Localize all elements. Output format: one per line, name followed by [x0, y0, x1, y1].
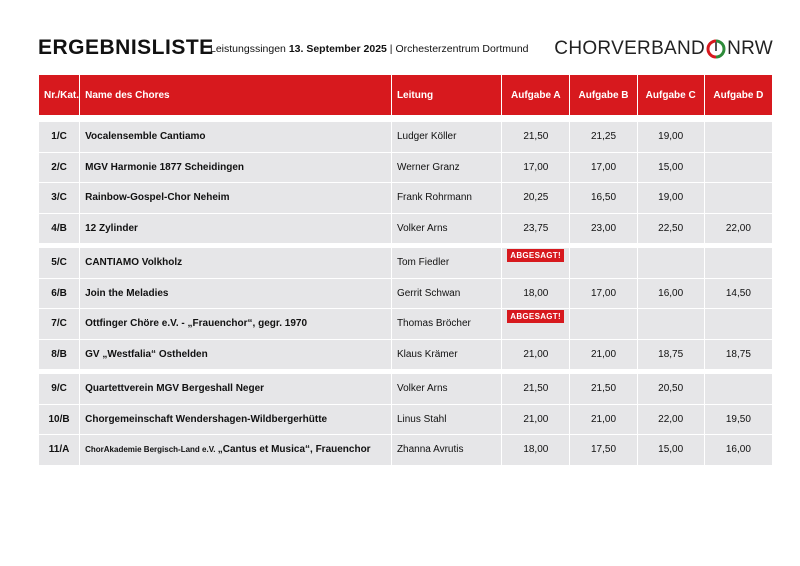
- cell-nr: 5/C: [39, 248, 79, 278]
- cell-nr: 7/C: [39, 309, 79, 339]
- cell-aufgabe-d: 14,50: [705, 279, 772, 309]
- col-header-aufgabe-b: Aufgabe B: [570, 75, 636, 115]
- cell-aufgabe-d: [705, 153, 772, 183]
- cell-nr: 10/B: [39, 405, 79, 435]
- table-row: [39, 214, 772, 244]
- cell-aufgabe-a: 23,75: [502, 214, 569, 244]
- cell-name: [80, 435, 391, 465]
- cell-aufgabe-c: 19,00: [638, 122, 704, 152]
- cell-aufgabe-d: 19,50: [705, 405, 772, 435]
- table-row: [39, 248, 772, 278]
- table-row: [39, 435, 772, 465]
- cell-nr: 9/C: [39, 374, 79, 404]
- cell-leitung: Frank Rohrmann: [392, 183, 501, 213]
- page-title: ERGEBNISLISTE: [38, 36, 214, 59]
- cell-aufgabe-b: 23,00: [570, 214, 636, 244]
- cell-aufgabe-b: [570, 309, 636, 339]
- cell-leitung: Gerrit Schwan: [392, 279, 501, 309]
- cell-name: Vocalensemble Cantiamo: [80, 122, 391, 152]
- page-header: [38, 34, 773, 64]
- col-header-aufgabe-a: Aufgabe A: [502, 75, 569, 115]
- cell-leitung: Zhanna Avrutis: [392, 435, 501, 465]
- cell-aufgabe-b: [570, 248, 636, 278]
- cell-aufgabe-d: [705, 122, 772, 152]
- cell-aufgabe-a: [502, 248, 569, 278]
- cell-aufgabe-b: 17,00: [570, 279, 636, 309]
- cell-aufgabe-c: 15,00: [638, 435, 704, 465]
- cell-aufgabe-d: [705, 248, 772, 278]
- col-header-aufgabe-c: Aufgabe C: [638, 75, 704, 115]
- table-row: [39, 405, 772, 435]
- subtitle-location: Orchesterzentrum Dortmund: [395, 43, 529, 55]
- cell-aufgabe-c: 16,00: [638, 279, 704, 309]
- cell-name: CANTIAMO Volkholz: [80, 248, 391, 278]
- results-table: [38, 74, 773, 466]
- cell-aufgabe-b: 21,00: [570, 405, 636, 435]
- cell-aufgabe-a: 21,50: [502, 374, 569, 404]
- cell-nr: 1/C: [39, 122, 79, 152]
- cell-aufgabe-c: 20,50: [638, 374, 704, 404]
- cell-aufgabe-d: 16,00: [705, 435, 772, 465]
- cell-aufgabe-d: [705, 374, 772, 404]
- cell-aufgabe-a: 21,00: [502, 405, 569, 435]
- cell-aufgabe-a: 18,00: [502, 279, 569, 309]
- cell-aufgabe-d: 18,75: [705, 340, 772, 370]
- cell-name-main: „Cantus et Musica“, Frauenchor: [217, 444, 371, 456]
- cell-name: 12 Zylinder: [80, 214, 391, 244]
- cell-name-prefix: ChorAkademie Bergisch-Land e.V.: [85, 445, 216, 455]
- table-spacer: [39, 116, 772, 121]
- cell-aufgabe-a: 18,00: [502, 435, 569, 465]
- subtitle-prefix: Leistungssingen: [210, 43, 286, 55]
- subtitle-date: 13. September 2025: [288, 43, 387, 55]
- table-row: [39, 309, 772, 339]
- cell-nr: 2/C: [39, 153, 79, 183]
- cell-aufgabe-d: [705, 309, 772, 339]
- cell-leitung: Volker Arns: [392, 374, 501, 404]
- cell-aufgabe-b: 21,50: [570, 374, 636, 404]
- cell-aufgabe-b: 21,00: [570, 340, 636, 370]
- cell-aufgabe-c: 22,50: [638, 214, 704, 244]
- cell-aufgabe-d: [705, 183, 772, 213]
- cell-leitung: Tom Fiedler: [392, 248, 501, 278]
- logo-ring-icon: [706, 39, 726, 59]
- col-header-nr: Nr./Kat.: [39, 75, 79, 115]
- cell-name: Rainbow-Gospel-Chor Neheim: [80, 183, 391, 213]
- cell-leitung: Werner Granz: [392, 153, 501, 183]
- table-row: [39, 340, 772, 370]
- cell-aufgabe-c: [638, 248, 704, 278]
- cell-nr: 8/B: [39, 340, 79, 370]
- cell-leitung: Klaus Krämer: [392, 340, 501, 370]
- cell-aufgabe-b: 16,50: [570, 183, 636, 213]
- col-header-name: Name des Chores: [80, 75, 391, 115]
- subtitle-separator: |: [389, 43, 393, 55]
- cell-leitung: Thomas Bröcher: [392, 309, 501, 339]
- cell-aufgabe-a: 17,00: [502, 153, 569, 183]
- table-row: [39, 374, 772, 404]
- cell-nr: 4/B: [39, 214, 79, 244]
- cancelled-badge: ABGESAGT!: [507, 310, 564, 323]
- cell-aufgabe-a: [502, 309, 569, 339]
- table-row: [39, 153, 772, 183]
- cell-aufgabe-a: 21,50: [502, 122, 569, 152]
- group-separator: [39, 244, 772, 247]
- cell-aufgabe-c: 22,00: [638, 405, 704, 435]
- logo-text-right: NRW: [727, 38, 773, 59]
- cell-name: Chorgemeinschaft Wendershagen-Wildbergerhütte: [80, 405, 391, 435]
- cell-aufgabe-c: 19,00: [638, 183, 704, 213]
- col-header-leitung: Leitung: [392, 75, 501, 115]
- cell-name: Join the Meladies: [80, 279, 391, 309]
- cell-leitung: Ludger Köller: [392, 122, 501, 152]
- chorverband-logo: [554, 37, 773, 61]
- col-header-aufgabe-d: Aufgabe D: [705, 75, 772, 115]
- cell-name: Ottfinger Chöre e.V. - „Frauenchor“, gegr. 1970: [80, 309, 391, 339]
- cell-leitung: Linus Stahl: [392, 405, 501, 435]
- cell-aufgabe-b: 17,00: [570, 153, 636, 183]
- cell-name: GV „Westfalia“ Osthelden: [80, 340, 391, 370]
- cancelled-badge: ABGESAGT!: [507, 249, 564, 262]
- group-separator: [39, 370, 772, 373]
- logo-text-left: CHORVERBAND: [554, 38, 706, 59]
- cell-aufgabe-a: 20,25: [502, 183, 569, 213]
- cell-nr: 6/B: [39, 279, 79, 309]
- cell-name: Quartettverein MGV Bergeshall Neger: [80, 374, 391, 404]
- cell-aufgabe-c: 18,75: [638, 340, 704, 370]
- cell-nr: 3/C: [39, 183, 79, 213]
- cell-aufgabe-d: 22,00: [705, 214, 772, 244]
- cell-aufgabe-b: 21,25: [570, 122, 636, 152]
- cell-nr: 11/A: [39, 435, 79, 465]
- cell-aufgabe-b: 17,50: [570, 435, 636, 465]
- table-row: [39, 183, 772, 213]
- cell-aufgabe-c: [638, 309, 704, 339]
- cell-name: MGV Harmonie 1877 Scheidingen: [80, 153, 391, 183]
- table-row: [39, 279, 772, 309]
- cell-aufgabe-c: 15,00: [638, 153, 704, 183]
- cell-aufgabe-a: 21,00: [502, 340, 569, 370]
- table-header-row: [39, 75, 772, 115]
- table-row: [39, 122, 772, 152]
- cell-leitung: Volker Arns: [392, 214, 501, 244]
- page-subtitle: [210, 43, 529, 55]
